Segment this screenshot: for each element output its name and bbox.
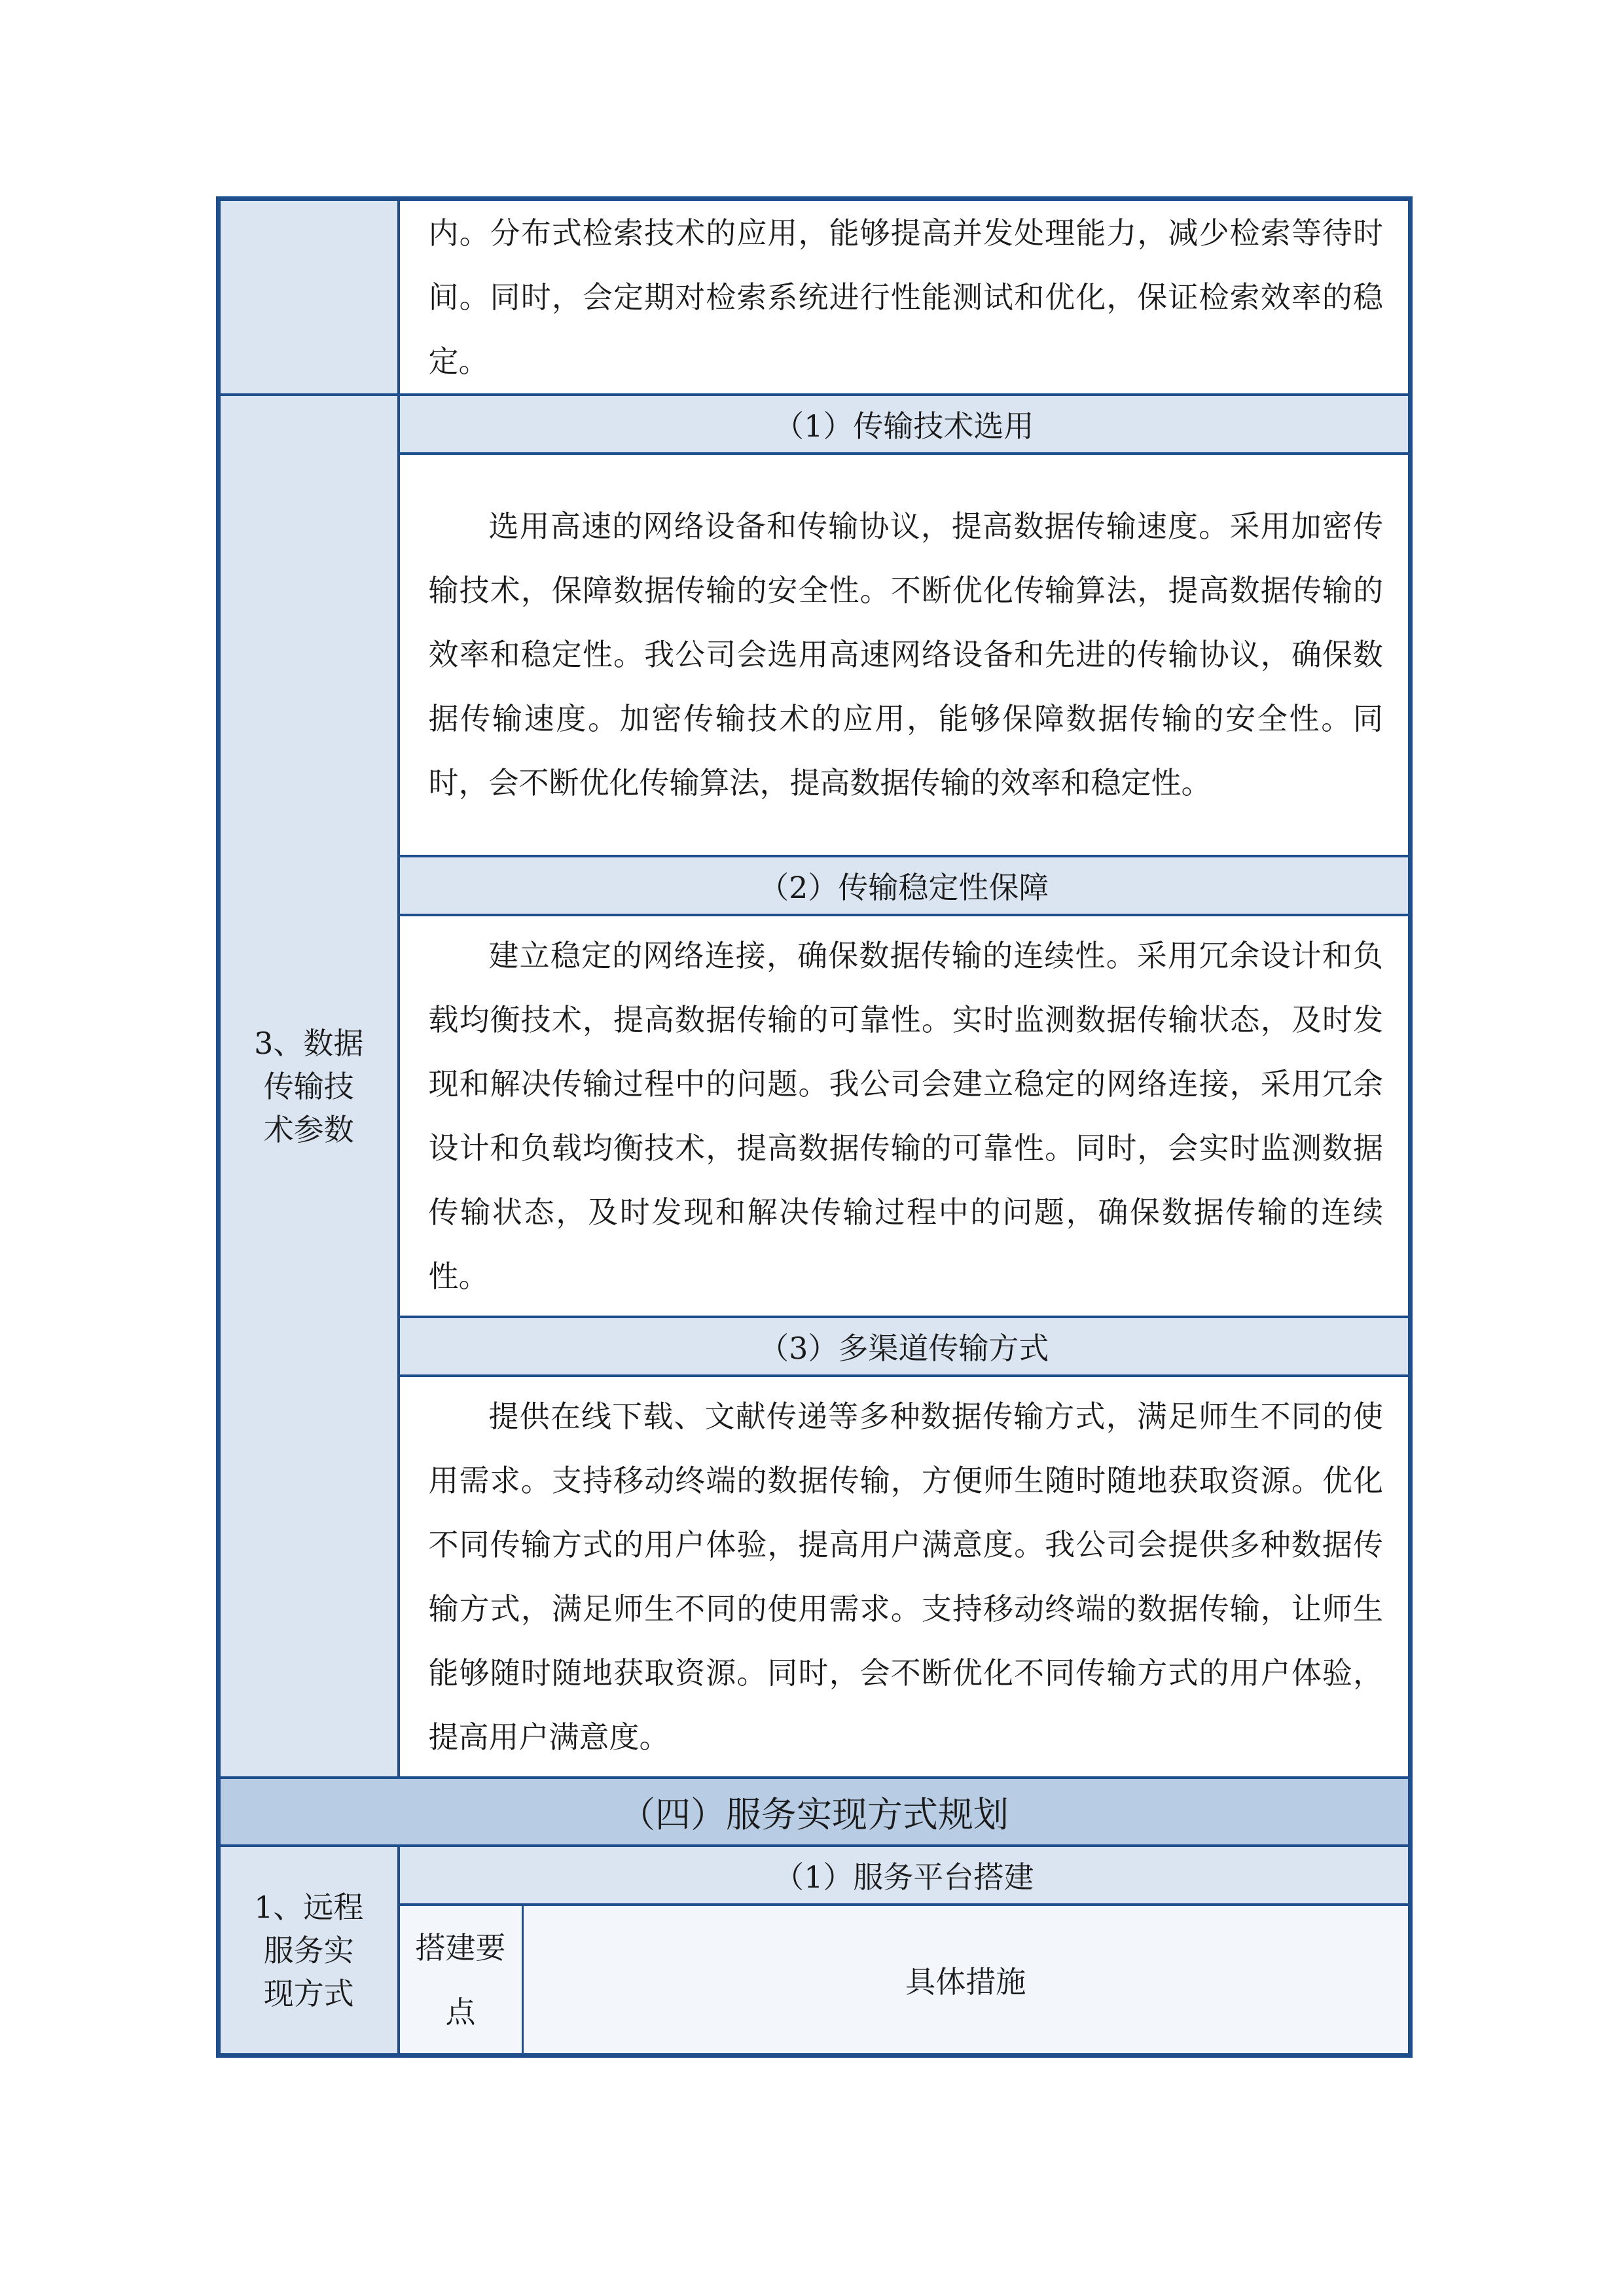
continuation-text: 内。分布式检索技术的应用，能够提高并发处理能力，减少检索等待时间。同时，会定期对检索系统进行性能测试和优化，保证检索效率的稳定。	[399, 199, 1411, 395]
section4-heading: （四）服务实现方式规划	[219, 1778, 1411, 1846]
col-value-header: 具体措施	[522, 1906, 1408, 2053]
subheading-multichannel: （3）多渠道传输方式	[399, 1317, 1411, 1376]
paragraph-transmission-tech: 选用高速的网络设备和传输协议，提高数据传输速度。采用加密传输技术，保障数据传输的安全性。不断优化传输算法，提高数据传输的效率和稳定性。我公司会选用高速网络设备和先进的传输协议，确保数据传输速度。加密传输技术的应用，能够保障数据传输的安全性。同时，会不断优化传输算法，提高数据传输的效率和稳定性。	[399, 454, 1411, 855]
platform-header-cell	[399, 1905, 1411, 2055]
document-table	[216, 196, 1413, 2058]
paragraph-multichannel: 提供在线下载、文献传递等多种数据传输方式，满足师生不同的使用需求。支持移动终端的数据传输，方便师生随时随地获取资源。优化不同传输方式的用户体验，提高用户满意度。我公司会提供多种数据传输方式，满足师生不同的使用需求。支持移动终端的数据传输，让师生能够随时随地获取资源。同时，会不断优化不同传输方式的用户体验，提高用户满意度。	[399, 1376, 1411, 1778]
subheading-transmission-stability: （2）传输稳定性保障	[399, 856, 1411, 915]
section3-label: 3、数据传输技术参数	[219, 395, 399, 1778]
platform-header-table	[400, 1906, 1409, 2053]
subheading-transmission-tech: （1）传输技术选用	[399, 395, 1411, 454]
continuation-label-cell	[219, 199, 399, 395]
subheading-service-platform: （1）服务平台搭建	[399, 1846, 1411, 1905]
col-key-header: 搭建要点	[400, 1906, 523, 2053]
paragraph-transmission-stability: 建立稳定的网络连接，确保数据传输的连续性。采用冗余设计和负载均衡技术，提高数据传输的可靠性。实时监测数据传输状态，及时发现和解决传输过程中的问题。我公司会建立稳定的网络连接，采用冗余设计和负载均衡技术，提高数据传输的可靠性。同时，会实时监测数据传输状态，及时发现和解决传输过程中的问题，确保数据传输的连续性。	[399, 915, 1411, 1317]
section4-row1-label: 1、远程服务实现方式	[219, 1846, 399, 2055]
